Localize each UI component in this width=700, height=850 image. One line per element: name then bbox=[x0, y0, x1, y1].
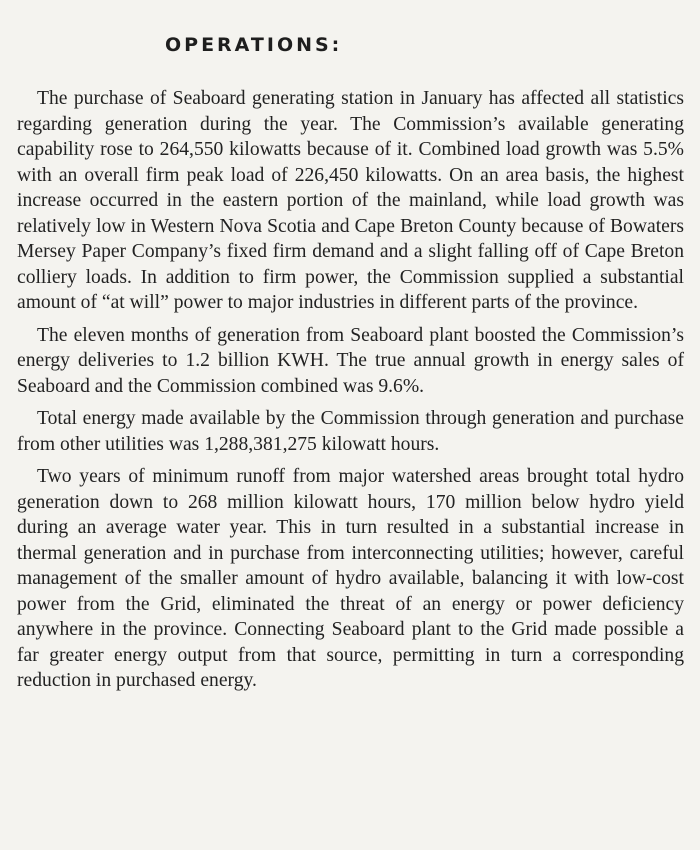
paragraph-seaboard-purchase: The purchase of Seaboard generating station in January has affected all statistics regarding generation during the year. The Commission’s available generating capability rose to 264,550 kilowatts because of it. Combined load growth was 5.5% with an overall firm peak load of 226,450 kilowatts. On an area basis, the highest increase occurred in the eastern portion of the mainland, while load growth was relatively low in Western Nova Scotia and Cape Breton County because of Bowaters Mersey Paper Company’s fixed firm demand and a slight falling off of Cape Breton colliery loads. In addition to firm power, the Commission supplied a substantial amount of “at will” power to major industries in different parts of the province. bbox=[17, 88, 684, 313]
section-heading: OPERATIONS: bbox=[165, 34, 343, 56]
paragraph-energy-deliveries: The eleven months of generation from Seaboard plant boosted the Commission’s energy deliveries to 1.2 billion KWH. The true annual growth in energy sales of Seaboard and the Commission combined was 9.6%. bbox=[17, 324, 684, 397]
paragraph-hydro-generation: Two years of minimum runoff from major watershed areas brought total hydro generation down to 268 million kilowatt hours, 170 million below hydro yield during an average water year. This in turn resulted in a substantial increase in thermal generation and in purchase from interconnecting utilities; however, careful management of the smaller amount of hydro available, balancing it with low-cost power from the Grid, eliminated the threat of an energy or power deficiency anywhere in the province. Connecting Seaboard plant to the Grid made possible a far greater energy output from that source, permitting in turn a corresponding reduction in purchased energy. bbox=[17, 466, 684, 691]
paragraph-total-energy: Total energy made available by the Commission through generation and purchase from other utilities was 1,288,381,275 kilowatt hours. bbox=[17, 408, 684, 455]
